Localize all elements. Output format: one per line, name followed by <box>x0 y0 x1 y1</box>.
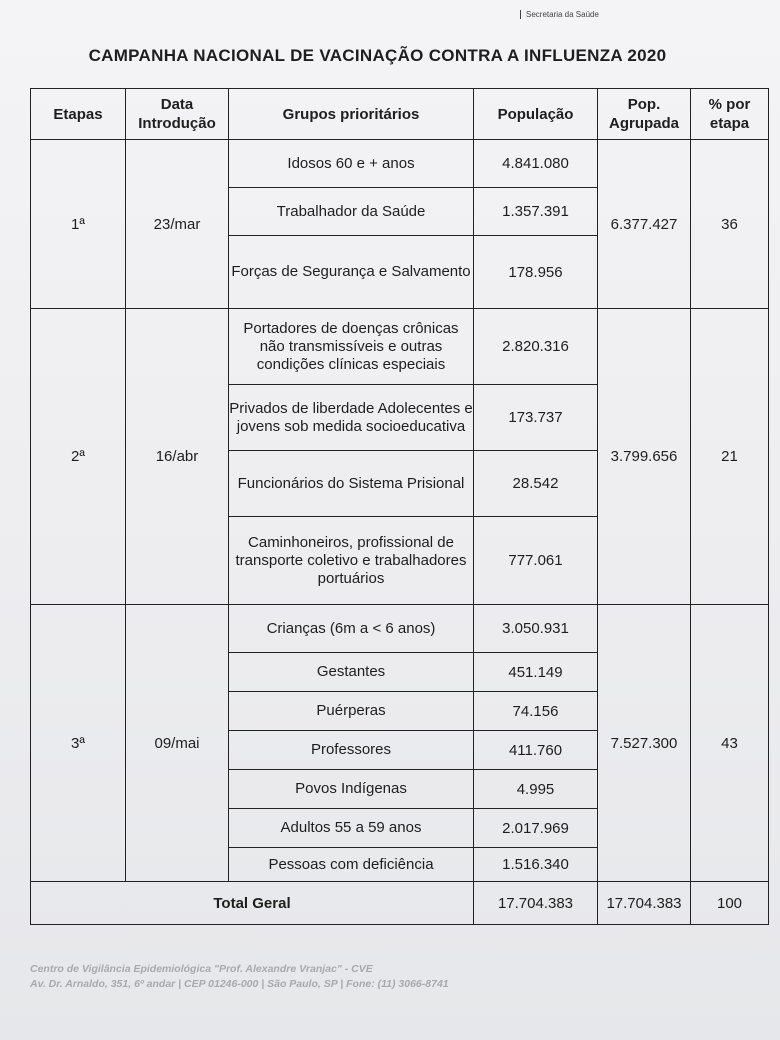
table-row <box>31 605 769 653</box>
table-row <box>31 309 769 385</box>
group-population: 4.841.080 <box>474 140 598 188</box>
stage-pop-agrupada: 3.799.656 <box>598 309 691 605</box>
group-population: 178.956 <box>474 236 598 309</box>
total-label: Total Geral <box>31 882 474 925</box>
group-population: 451.149 <box>474 653 598 692</box>
stage-label: 3ª <box>31 605 126 882</box>
header-pop-line1: Pop. <box>627 96 661 113</box>
stage-pop-agrupada: 7.527.300 <box>598 605 691 882</box>
header-note-text: Secretaria da Saúde <box>526 10 599 19</box>
stage-date: 09/mai <box>126 605 229 882</box>
stage-pct: 36 <box>691 140 769 309</box>
header-etapas <box>31 89 126 140</box>
total-population: 17.704.383 <box>474 882 598 925</box>
group-name: Idosos 60 e + anos <box>229 140 474 188</box>
header-pop-agrupada <box>598 89 691 140</box>
group-population: 777.061 <box>474 517 598 605</box>
total-row <box>31 882 769 925</box>
group-population: 1.357.391 <box>474 188 598 236</box>
total-pct: 100 <box>691 882 769 925</box>
group-population: 173.737 <box>474 385 598 451</box>
group-population: 3.050.931 <box>474 605 598 653</box>
header-populacao-label: População <box>497 105 574 123</box>
group-population: 74.156 <box>474 692 598 731</box>
group-population: 2.820.316 <box>474 309 598 385</box>
header-pct <box>691 89 769 140</box>
group-name: Forças de Segurança e Salvamento <box>229 236 474 309</box>
stage-label: 1ª <box>31 140 126 309</box>
header-data <box>126 89 229 140</box>
footer-line2: Av. Dr. Arnaldo, 351, 6º andar | CEP 01246-000 | São Paulo, SP | Fone: (11) 3066-8741 <box>30 978 449 990</box>
stage-pop-agrupada: 6.377.427 <box>598 140 691 309</box>
header-populacao <box>474 89 598 140</box>
stage-label: 2ª <box>31 309 126 605</box>
group-name: Gestantes <box>229 653 474 692</box>
group-name: Funcionários do Sistema Prisional <box>229 451 474 517</box>
group-name: Portadores de doenças crônicas não transmissíveis e outras condições clínicas especiais <box>229 309 474 385</box>
group-name: Pessoas com deficiência <box>229 848 474 882</box>
group-name: Caminhoneiros, profissional de transporte coletivo e trabalhadores portuários <box>229 517 474 605</box>
table-header-row <box>31 89 769 140</box>
stage-date: 23/mar <box>126 140 229 309</box>
group-name: Crianças (6m a < 6 anos) <box>229 605 474 653</box>
header-pct-line2: etapa <box>709 115 750 132</box>
group-population: 411.760 <box>474 731 598 770</box>
table-row <box>31 140 769 188</box>
footer <box>30 962 449 992</box>
group-population: 4.995 <box>474 770 598 809</box>
page-title: CAMPANHA NACIONAL DE VACINAÇÃO CONTRA A INFLUENZA 2020 <box>88 46 667 65</box>
header-data-line1: Data <box>160 96 194 113</box>
header-note <box>520 10 599 19</box>
stage-pct: 21 <box>691 309 769 605</box>
group-name: Trabalhador da Saúde <box>229 188 474 236</box>
stage-date: 16/abr <box>126 309 229 605</box>
group-population: 1.516.340 <box>474 848 598 882</box>
header-pct-line1: % por <box>708 96 751 113</box>
group-population: 28.542 <box>474 451 598 517</box>
group-name: Povos Indígenas <box>229 770 474 809</box>
total-pop-agrupada: 17.704.383 <box>598 882 691 925</box>
group-name: Privados de liberdade Adolecentes e jovens sob medida socioeducativa <box>229 385 474 451</box>
group-population: 2.017.969 <box>474 809 598 848</box>
header-grupos-label: Grupos prioritários <box>282 105 420 123</box>
group-name: Adultos 55 a 59 anos <box>229 809 474 848</box>
header-etapas-label: Etapas <box>53 105 103 123</box>
group-name: Puérperas <box>229 692 474 731</box>
group-name: Professores <box>229 731 474 770</box>
header-data-line2: Introdução <box>138 115 216 132</box>
header-pop-line2: Agrupada <box>608 115 679 132</box>
vaccination-table <box>30 88 769 925</box>
stage-pct: 43 <box>691 605 769 882</box>
header-divider <box>520 10 521 19</box>
header-grupos <box>229 89 474 140</box>
footer-line1: Centro de Vigilância Epidemiológica "Prof. Alexandre Vranjac" - CVE <box>30 963 373 975</box>
